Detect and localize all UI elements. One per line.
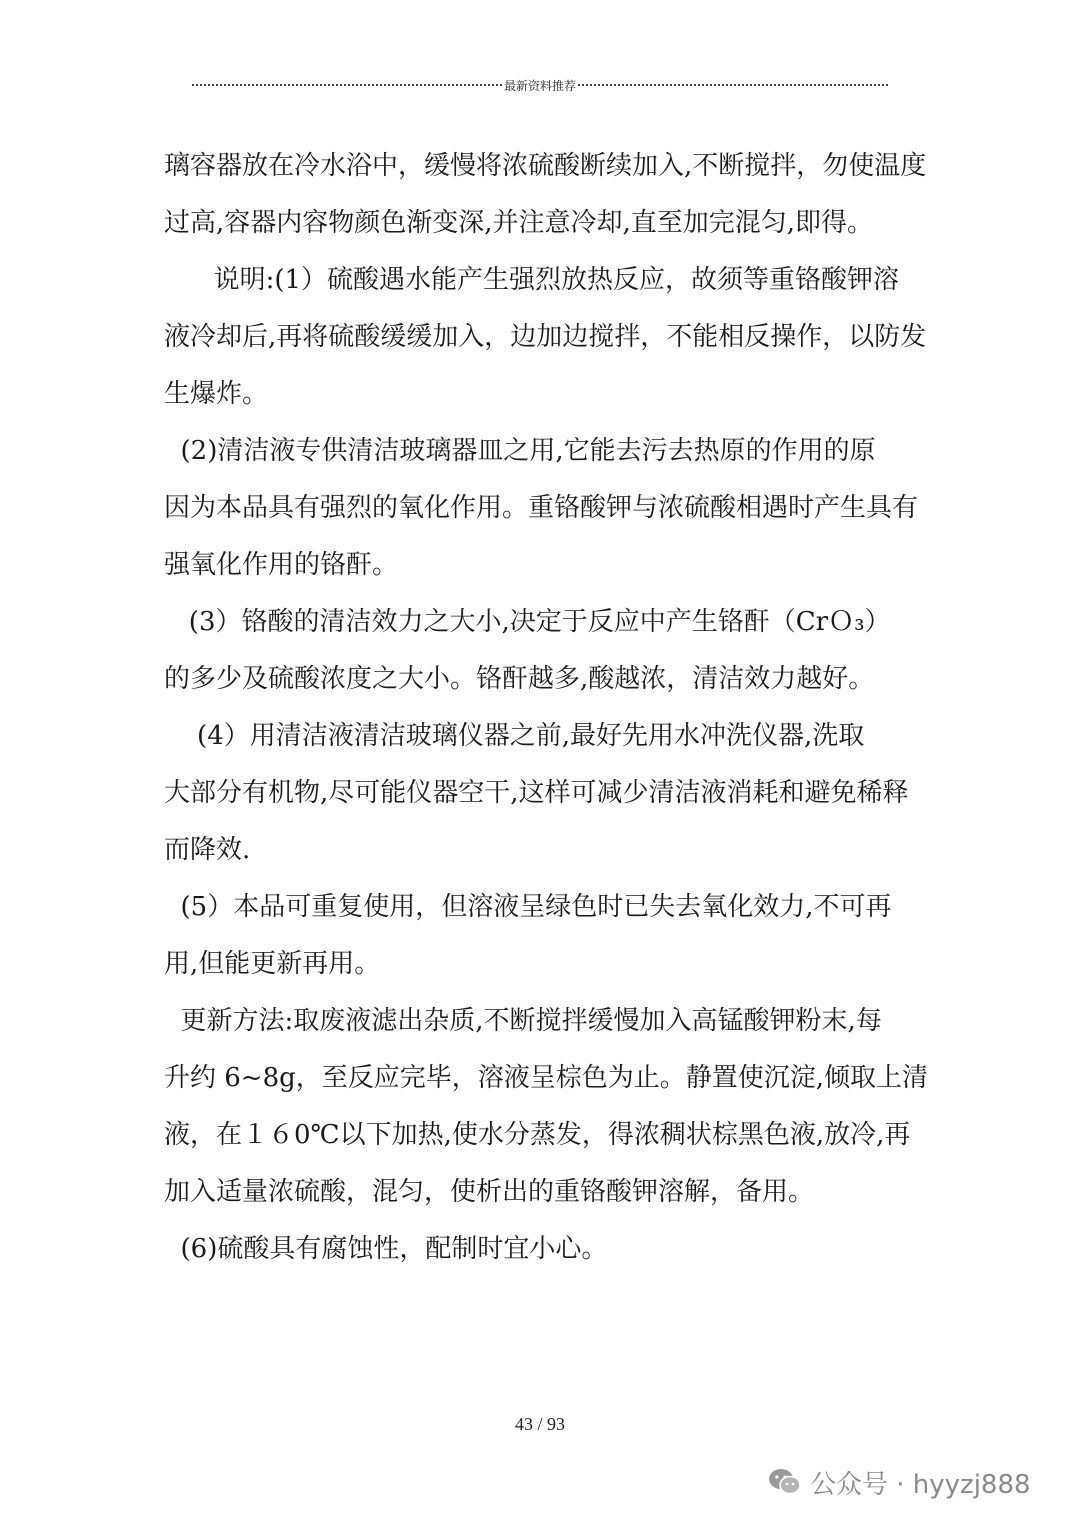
document-body bbox=[164, 138, 929, 1278]
body-line: 用,但能更新再用。 bbox=[164, 949, 381, 979]
body-line: 生爆炸。 bbox=[164, 379, 269, 409]
body-line: (4）用清洁液清洁玻璃仪器之前,最好先用水冲洗仪器,洗取 bbox=[164, 721, 865, 751]
body-line: 加入适量浓硫酸，混匀，使析出的重铬酸钾溶解，备用。 bbox=[164, 1177, 815, 1207]
body-line: 强氧化作用的铬酐。 bbox=[164, 550, 399, 580]
header-dots-left bbox=[192, 84, 502, 86]
page-header bbox=[192, 74, 888, 96]
body-line: (5）本品可重复使用，但溶液呈绿色时已失去氧化效力,不可再 bbox=[164, 892, 892, 922]
body-line: 大部分有机物,尽可能仪器空干,这样可减少清洁液消耗和避免稀释 bbox=[164, 778, 909, 808]
watermark-text: 公众号 · hyyzj888 bbox=[810, 1469, 1031, 1500]
body-line: 因为本品具有强烈的氧化作用。重铬酸钾与浓硫酸相遇时产生具有 bbox=[164, 493, 919, 523]
body-line: 液冷却后,再将硫酸缓缓加入，边加边搅拌，不能相反操作，以防发 bbox=[164, 322, 927, 352]
body-line: (6)硫酸具有腐蚀性，配制时宜小心。 bbox=[164, 1234, 608, 1264]
body-line: 液，在１６0℃以下加热,使水分蒸发，得浓稠状棕黑色液,放冷,再 bbox=[164, 1120, 911, 1150]
page-number: 43 / 93 bbox=[514, 1414, 565, 1434]
body-line: 说明:(1）硫酸遇水能产生强烈放热反应，故须等重铬酸钾溶 bbox=[164, 265, 900, 295]
wechat-watermark bbox=[768, 1462, 1031, 1502]
body-line: 的多少及硫酸浓度之大小。铬酐越多,酸越浓，清洁效力越好。 bbox=[164, 664, 875, 694]
body-line: (3）铬酸的清洁效力之大小,决定于反应中产生铬酐（CrＯ₃） bbox=[164, 607, 891, 637]
body-line: (2)清洁液专供清洁玻璃器皿之用,它能去污去热原的作用的原 bbox=[164, 436, 876, 466]
header-title: 最新资料推荐 bbox=[504, 78, 577, 93]
body-line: 而降效. bbox=[164, 835, 251, 865]
body-line: 更新方法:取废液滤出杂质,不断搅拌缓慢加入高锰酸钾粉末,每 bbox=[164, 1006, 882, 1036]
body-line: 过高,容器内容物颜色渐变深,并注意冷却,直至加完混匀,即得。 bbox=[164, 208, 874, 238]
body-line: 升约 6~8g，至反应完毕，溶液呈棕色为止。静置使沉淀,倾取上清 bbox=[164, 1063, 929, 1093]
wechat-icon bbox=[768, 1467, 802, 1497]
header-dots-right bbox=[578, 84, 888, 86]
body-line: 璃容器放在冷水浴中，缓慢将浓硫酸断续加入,不断搅拌，勿使温度 bbox=[164, 151, 927, 181]
